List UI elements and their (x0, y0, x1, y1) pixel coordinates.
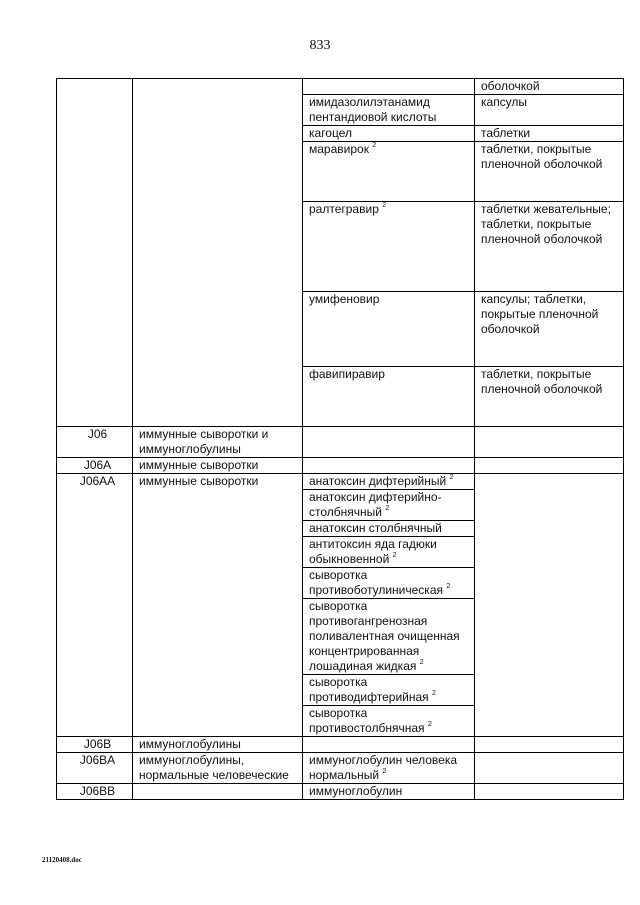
table-row (57, 753, 624, 784)
form-cell: таблетки жевательные; таблетки, покрытые пленочной оболочкой (475, 202, 624, 292)
form-cell: таблетки (475, 126, 624, 142)
code-cell: J06 (57, 427, 133, 458)
group-cell: иммунные сыворотки (133, 474, 303, 737)
drug-cell (303, 737, 475, 753)
form-cell (475, 474, 624, 737)
form-cell: таблетки, покрытые пленочной оболочкой (475, 367, 624, 427)
drug-cell: сыворотка противоботулиническая $^2$ (303, 568, 475, 599)
drug-cell: антитоксин яда гадюки обыкновенной $^2$ (303, 537, 475, 568)
code-cell: J06B (57, 737, 133, 753)
form-cell: капсулы; таблетки, покрытые пленочной оболочкой (475, 292, 624, 367)
drug-cell: анатоксин дифтерийный $^2$ (303, 474, 475, 490)
table-row (57, 737, 624, 753)
form-cell (475, 737, 624, 753)
drug-cell: сыворотка противостолбнячная $^2$ (303, 706, 475, 737)
group-cell: иммуноглобулины, нормальные человеческие (133, 753, 303, 784)
drug-cell: имидазолилэтанамид пентандиовой кислоты (303, 95, 475, 126)
form-cell (475, 784, 624, 800)
group-cell: иммунные сыворотки (133, 458, 303, 474)
drug-cell: кагоцел (303, 126, 475, 142)
drug-cell: иммуноглобулин (303, 784, 475, 800)
drug-cell: ралтегравир $^2$ (303, 202, 475, 292)
drug-cell: фавипиравир (303, 367, 475, 427)
drug-cell (303, 79, 475, 95)
form-cell: оболочкой (475, 79, 624, 95)
table-row (57, 474, 624, 490)
table-row (57, 427, 624, 458)
code-cell: J06A (57, 458, 133, 474)
drug-cell (303, 458, 475, 474)
drug-cell: умифеновир (303, 292, 475, 367)
group-cell: иммунные сыворотки и иммуноглобулины (133, 427, 303, 458)
page-number: 833 (309, 38, 331, 53)
code-cell: J06BA (57, 753, 133, 784)
group-cell (133, 79, 303, 427)
form-cell (475, 427, 624, 458)
form-cell (475, 458, 624, 474)
drug-cell: сыворотка противогангренозная поливалентная очищенная концентрированная лошадиная жидкая $^2$ (303, 599, 475, 675)
form-cell (475, 753, 624, 784)
form-cell: таблетки, покрытые пленочной оболочкой (475, 142, 624, 202)
table-row (57, 458, 624, 474)
form-cell: капсулы (475, 95, 624, 126)
drug-cell: анатоксин дифтерийно-столбнячный $^2$ (303, 490, 475, 521)
drug-cell: маравирок $^2$ (303, 142, 475, 202)
drug-cell: сыворотка противодифтерийная $^2$ (303, 675, 475, 706)
footer-filename: 21120408.doc (42, 856, 82, 864)
table-row (57, 79, 624, 95)
code-cell: J06AA (57, 474, 133, 737)
group-cell (133, 784, 303, 800)
table-row (57, 784, 624, 800)
drug-cell: иммуноглобулин человека нормальный $^2$ (303, 753, 475, 784)
drug-cell: анатоксин столбнячный (303, 521, 475, 537)
drug-table (56, 78, 624, 800)
code-cell (57, 79, 133, 427)
drug-cell (303, 427, 475, 458)
code-cell: J06BB (57, 784, 133, 800)
group-cell: иммуноглобулины (133, 737, 303, 753)
